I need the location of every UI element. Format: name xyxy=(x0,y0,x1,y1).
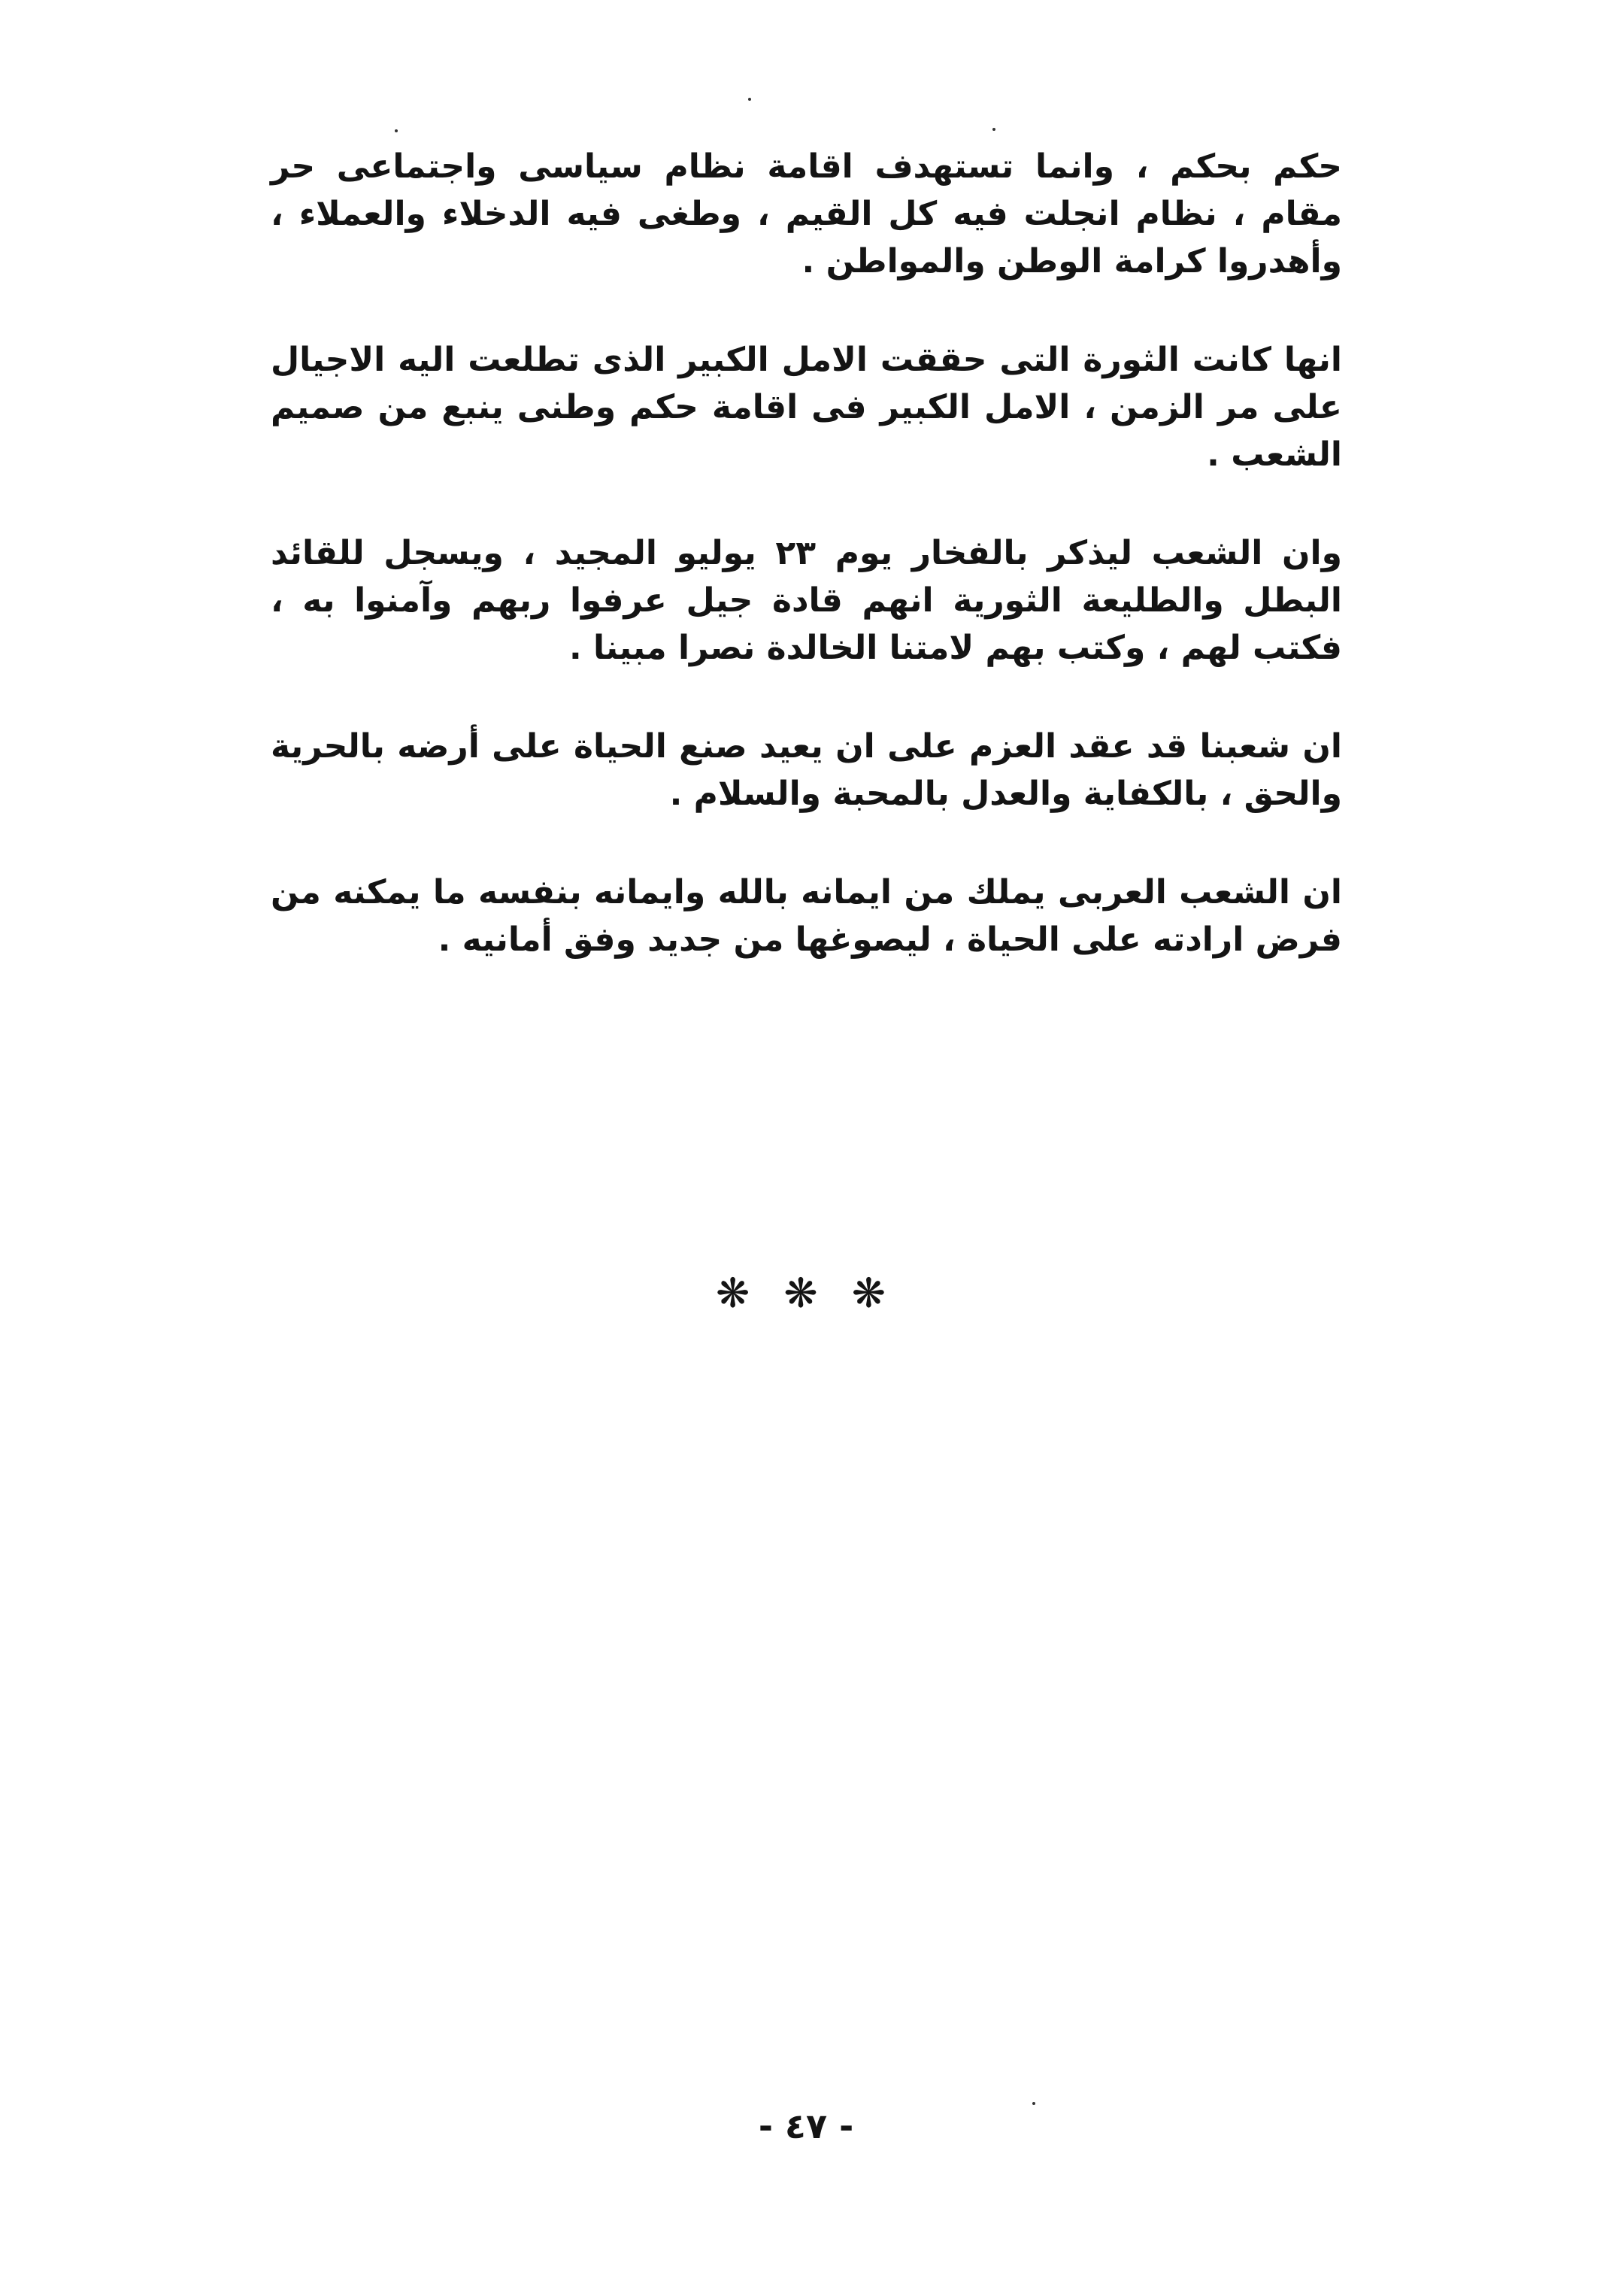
scan-speck xyxy=(1032,2102,1035,2105)
paragraph-5: ان الشعب العربى يملك من ايمانه بالله وايمانه بنفسه ما يمكنه من فرض ارادته على الحياة ، ليصوغها من جديد وفق أمانيه . xyxy=(271,873,1342,959)
scan-speck xyxy=(395,129,398,132)
section-divider-ornament: ❋ ❋ ❋ xyxy=(715,1269,897,1317)
paragraph-3: وان الشعب ليذكر بالفخار يوم ٢٣ يوليو المجيد ، ويسجل للقائد البطل والطليعة الثورية انهم قادة جيل عرفوا ربهم وآمنوا به ، فكتب لهم ، وكتب بهم لامتنا الخالدة نصرا مبينا . xyxy=(271,534,1342,667)
body-text xyxy=(271,143,1342,1015)
page-number: - ٤٧ - xyxy=(758,2106,854,2146)
scan-speck xyxy=(992,128,995,131)
paragraph-1: حكم بحكم ، وانما تستهدف اقامة نظام سياسى واجتماعى حر مقام ، نظام انجلت فيه كل القيم ، وطغى فيه الدخلاء والعملاء ، وأهدروا كرامة الوطن والمواطن . xyxy=(271,147,1342,281)
scan-speck xyxy=(748,98,751,101)
paragraph-4: ان شعبنا قد عقد العزم على ان يعيد صنع الحياة على أرضه بالحرية والحق ، بالكفاية والعدل بالمحبة والسلام . xyxy=(271,727,1342,813)
paragraph-2: انها كانت الثورة التى حققت الامل الكبير الذى تطلعت اليه الاجيال على مر الزمن ، الامل الكبير فى اقامة حكم وطنى ينبع من صميم الشعب . xyxy=(271,341,1342,474)
